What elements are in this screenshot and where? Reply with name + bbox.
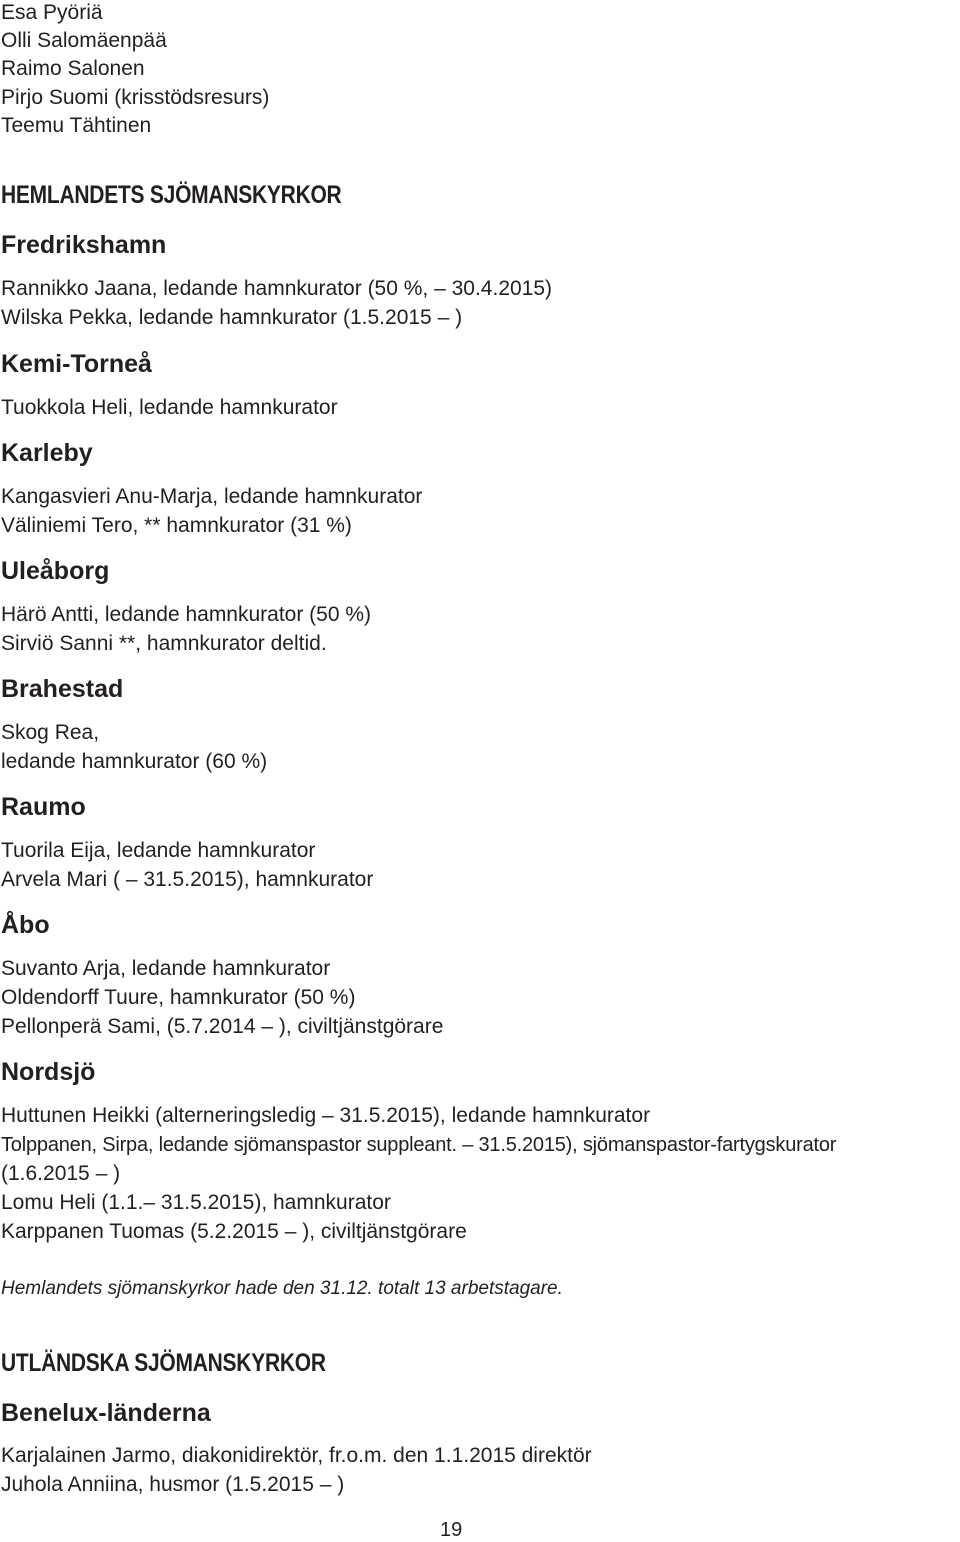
group-heading-abo: Åbo xyxy=(1,911,50,939)
name-line: Olli Salomäenpää xyxy=(1,29,167,52)
staff-line: Skog Rea, xyxy=(1,721,100,744)
section-title-domestic: HEMLANDETS SJÖMANSKYRKOR xyxy=(1,181,342,209)
staff-line: Härö Antti, ledande hamnkurator (50 %) xyxy=(1,603,372,626)
staff-line: Sirviö Sanni **, hamnkurator deltid. xyxy=(1,632,327,655)
staff-line: Kangasvieri Anu-Marja, ledande hamnkurator xyxy=(1,485,423,508)
staff-line: Rannikko Jaana, ledande hamnkurator (50 %, – 30.4.2015) xyxy=(1,277,553,300)
name-line: Pirjo Suomi (krisstödsresurs) xyxy=(1,86,270,109)
group-heading-brahestad: Brahestad xyxy=(1,675,124,703)
staff-line: Suvanto Arja, ledande hamnkurator xyxy=(1,957,331,980)
group-heading-nordsjo: Nordsjö xyxy=(1,1058,96,1086)
staff-line: Wilska Pekka, ledande hamnkurator (1.5.2015 – ) xyxy=(1,306,463,329)
group-heading-fredrikshamn: Fredrikshamn xyxy=(1,231,167,259)
section-title-foreign: UTLÄNDSKA SJÖMANSKYRKOR xyxy=(1,1349,326,1377)
staff-line: ledande hamnkurator (60 %) xyxy=(1,750,268,773)
staff-line: Karjalainen Jarmo, diakonidirektör, fr.o.m. den 1.1.2015 direktör xyxy=(1,1444,592,1467)
group-heading-kemi-tornea: Kemi-Torneå xyxy=(1,350,152,378)
staff-line: (1.6.2015 – ) xyxy=(1,1162,121,1185)
group-heading-raumo: Raumo xyxy=(1,793,86,821)
group-heading-benelux: Benelux-länderna xyxy=(1,1399,211,1427)
staff-line: Tolppanen, Sirpa, ledande sjömanspastor suppleant. – 31.5.2015), sjömanspastor-fartygskurator xyxy=(1,1134,837,1156)
staff-line: Väliniemi Tero, ** hamnkurator (31 %) xyxy=(1,514,352,537)
staff-line: Oldendorff Tuure, hamnkurator (50 %) xyxy=(1,986,356,1009)
name-line: Raimo Salonen xyxy=(1,57,145,80)
staff-line: Arvela Mari ( – 31.5.2015), hamnkurator xyxy=(1,868,374,891)
staff-line: Tuokkola Heli, ledande hamnkurator xyxy=(1,396,338,419)
staff-line: Lomu Heli (1.1.– 31.5.2015), hamnkurator xyxy=(1,1191,391,1214)
staff-line: Karppanen Tuomas (5.2.2015 – ), civiltjänstgörare xyxy=(1,1220,467,1243)
group-heading-uleaborg: Uleåborg xyxy=(1,557,110,585)
staff-line: Huttunen Heikki (alterneringsledig – 31.5.2015), ledande hamnkurator xyxy=(1,1104,651,1127)
staff-line: Pellonperä Sami, (5.7.2014 – ), civiltjänstgörare xyxy=(1,1015,444,1038)
name-line: Esa Pyöriä xyxy=(1,1,103,24)
page-number: 19 xyxy=(440,1519,463,1541)
staff-line: Juhola Anniina, husmor (1.5.2015 – ) xyxy=(1,1473,345,1496)
group-heading-karleby: Karleby xyxy=(1,439,93,467)
name-line: Teemu Tähtinen xyxy=(1,114,152,137)
staff-line: Tuorila Eija, ledande hamnkurator xyxy=(1,839,316,862)
staff-total-note: Hemlandets sjömanskyrkor hade den 31.12. totalt 13 arbetstagare. xyxy=(1,1278,563,1299)
